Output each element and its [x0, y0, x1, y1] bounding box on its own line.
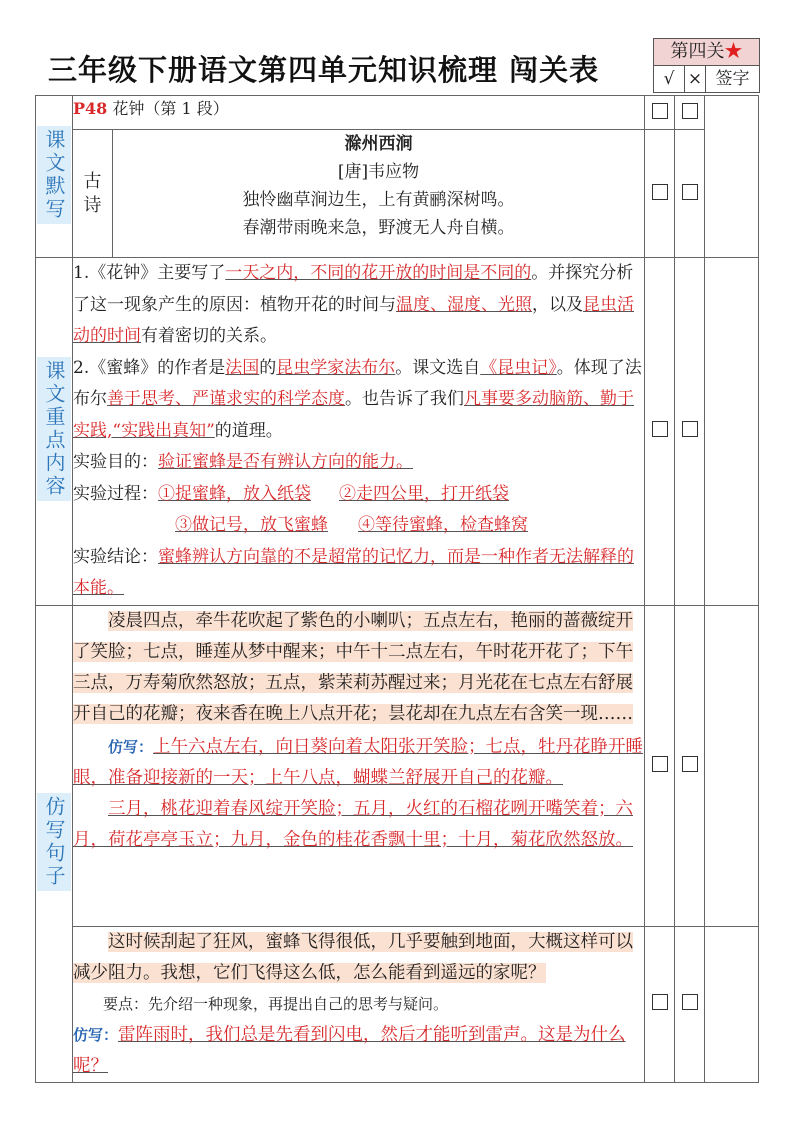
section-label-dictation: 课文默写: [37, 126, 71, 224]
model-passage: 这时候刮起了狂风，蜜蜂飞得很低，几乎要触到地面，大概这样可以减少阻力。我想，它们飞得这么低，怎么能看到遥远的家呢？: [73, 931, 633, 983]
poem-line: 独怜幽草涧边生，上有黄鹂深树鸣。: [242, 190, 515, 210]
check-box[interactable]: [652, 184, 668, 200]
poem-line: 春潮带雨晚来急，野渡无人舟自横。: [242, 218, 515, 238]
poem-label: 古诗: [83, 170, 102, 216]
poem-block: [113, 130, 645, 258]
page-title: 三年级下册语文第四单元知识梳理 闯关表: [48, 53, 600, 87]
poem-author: [唐]韦应物: [337, 162, 420, 182]
cross-box[interactable]: [682, 756, 698, 772]
section-label-imitate: 仿写句子: [37, 793, 71, 891]
check-box[interactable]: [652, 421, 668, 437]
cross-box[interactable]: [682, 421, 698, 437]
sign-header: 签字: [715, 69, 750, 89]
model-passage: 凌晨四点，牵牛花吹起了紫色的小喇叭；五点左右，艳丽的蔷薇绽开了笑脸；七点，睡莲从梦中醒来；中午十二点左右，午时花开花了；下午三点，万寿菊欣然怒放；五点，紫茉莉苏醒过来；月光花在七点左右舒展开自己的花瓣；夜来香在晚上八点开花；昙花却在九点左右含笑一现……: [73, 610, 633, 724]
level-label: 第四关: [670, 41, 725, 62]
page-ref: P48: [73, 99, 108, 118]
cross-header: ×: [685, 66, 706, 92]
check-box[interactable]: [652, 103, 668, 119]
signature-cell[interactable]: [705, 926, 759, 1082]
cross-box[interactable]: [682, 103, 698, 119]
check-header: √: [654, 66, 685, 92]
check-box[interactable]: [652, 756, 668, 772]
dictation-row-huazhong: P48 花钟（第 1 段）: [73, 96, 645, 130]
poem-title: 滁州西涧: [344, 134, 413, 154]
signature-cell[interactable]: [705, 605, 759, 926]
experiment-conclusion: 蜜蜂辨认方向靠的不是超常的记忆力，而是一种作者无法解释的本能。: [73, 546, 634, 598]
signature-cell[interactable]: [705, 258, 759, 606]
review-table: [35, 95, 759, 1083]
imitate-block-2: 这时候刮起了狂风，蜜蜂飞得很低，几乎要触到地面，大概这样可以减少阻力。我想，它们飞得这么低，怎么能看到遥远的家呢？ 要点：先介绍一种现象，再提出自己的思考与疑问。 仿写：雷阵雨时，我们总是先看到闪电，然后才能听到雷声。这是为什么呢？: [73, 926, 645, 1082]
imitate-block-1: 凌晨四点，牵牛花吹起了紫色的小喇叭；五点左右，艳丽的蔷薇绽开了笑脸；七点，睡莲从梦中醒来；中午十二点左右，午时花开花了；下午三点，万寿菊欣然怒放；五点，紫茉莉苏醒过来；月光花在七点左右舒展开自己的花瓣；夜来香在晚上八点开花；昙花却在九点左右含笑一现…… 仿写：上午六点左右，向日葵向着太阳张开笑脸；七点，牡丹花睁开睡眼，准备迎接新的一天；上午八点，蝴蝶兰舒展开自己的花瓣。 三月，桃花迎着春风绽开笑脸；五月，火红的石榴花咧开嘴笑着；六月，荷花亭亭玉立；九月，金色的桂花香飘十里；十月，菊花欣然怒放。: [73, 605, 645, 926]
cross-box[interactable]: [682, 184, 698, 200]
section-label-key: 课文重点内容: [37, 357, 71, 501]
star-icon: ★: [724, 41, 743, 62]
level-badge: [653, 38, 760, 93]
experiment-purpose: 验证蜜蜂是否有辨认方向的能力。: [158, 452, 413, 472]
signature-cell[interactable]: [705, 96, 759, 258]
cross-box[interactable]: [682, 994, 698, 1010]
check-box[interactable]: [652, 994, 668, 1010]
key-content: 1.《花钟》主要写了一天之内，不同的花开放的时间是不同的。并探究分析了这一现象产生的原因：植物开花的时间与温度、湿度、光照，以及昆虫活动的时间有着密切的关系。 2.《蜜蜂》的作者是法国的昆虫学家法布尔。课文选自《昆虫记》。体现了法布尔善于思考、严谨求实的科学态度。也告诉了我们凡事要多动脑筋、勤于实践,“实践出真知”的道理。 实验目的：验证蜜蜂是否有辨认方向的能力。 实验过程：①捉蜜蜂，放入纸袋 ②走四公里，打开纸袋 ③做记号，放飞蜜蜂 ④等待蜜蜂，检查蜂窝 实验结论：蜜蜂辨认方向靠的不是超常的记忆力，而是一种作者无法解释的本能。: [73, 258, 645, 606]
